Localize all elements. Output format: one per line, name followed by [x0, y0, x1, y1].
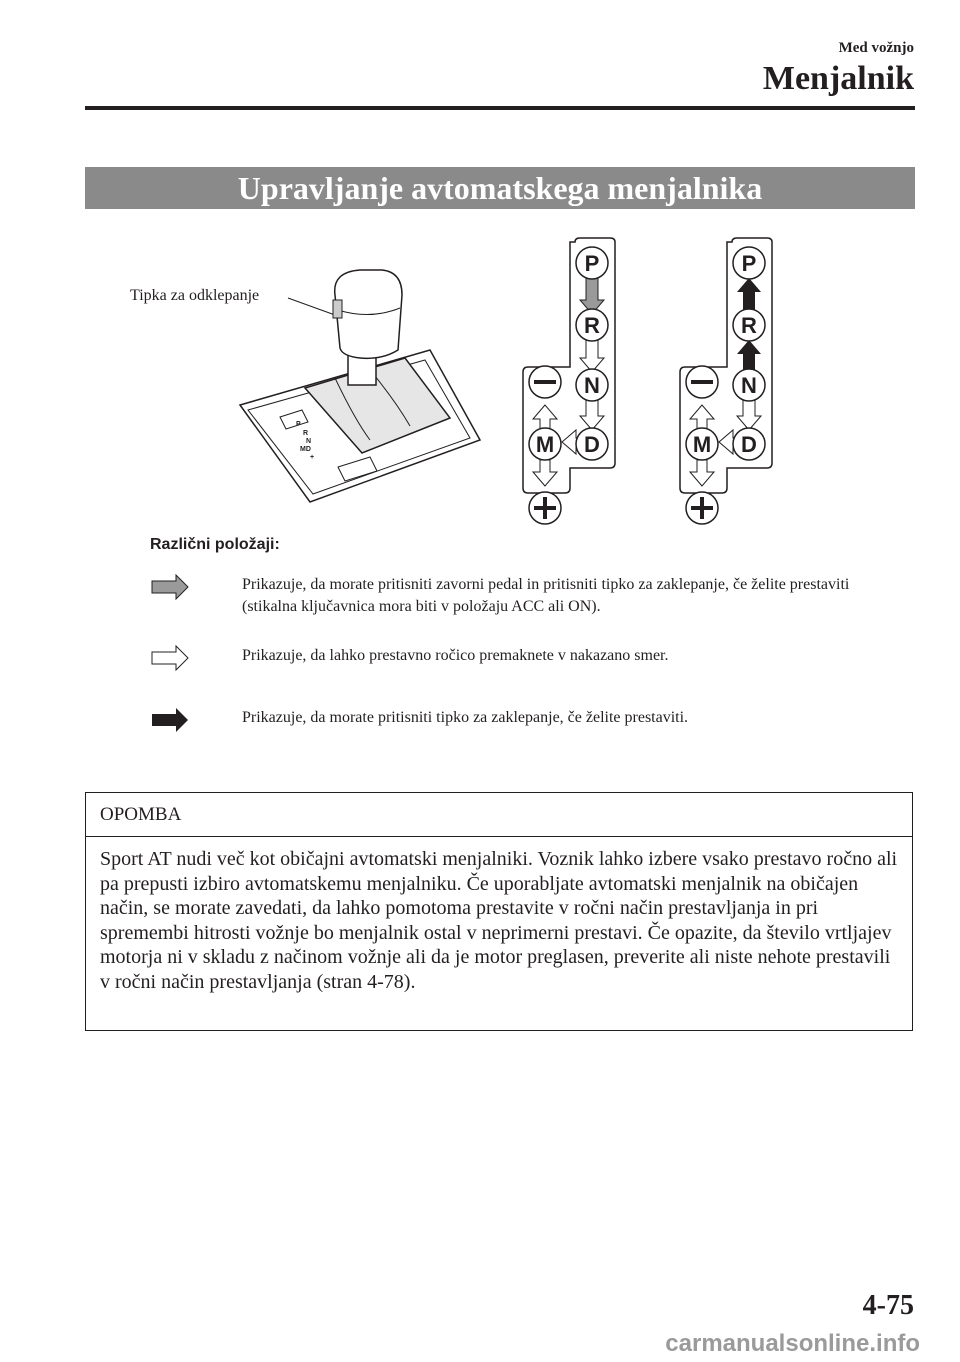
legend-text-white: Prikazuje, da lahko prestavno ročico premaknete v nakazano smer. — [242, 647, 669, 664]
shift-gate-figure — [120, 230, 800, 530]
white-arrow-icon — [150, 645, 190, 671]
svg-text:N: N — [306, 438, 312, 445]
gate1-p-label: P — [584, 251, 600, 276]
gate2-m-label: M — [692, 432, 712, 457]
legend-text-black: Prikazuje, da morate pritisniti tipko za zaklepanje, če želite prestaviti. — [242, 709, 689, 726]
gate2-d-label: D — [741, 432, 757, 457]
svg-text:MD: MD — [300, 446, 311, 453]
svg-text:P: P — [296, 421, 301, 428]
svg-text:R: R — [303, 430, 309, 437]
legend-item-gray — [150, 574, 870, 624]
watermark: carmanualsonline.info — [665, 1330, 920, 1357]
chapter-title: Menjalnik — [762, 60, 914, 97]
page-number: 4-75 — [862, 1290, 914, 1321]
note-body: Sport AT nudi več kot običajni avtomatski menjalniki. Voznik lahko izbere vsako prestavo ročno ali pa prepusti izbiro avtomatskemu menjalniku. Če uporabljate avtomatski menjalnik na običajen način, se morate zavedati, da lahko pomotoma prestavite v ročni način prestavljanja in pri spremembi hitrosti vožnje bo menjalnik ostal v neprimerni prestavi. Če opazite, da število vrtljajev motorja ni v skladu z načinom vožnje ali da je motor preglasen, preverite ali niste nehote prestavili v ročni način prestavljanja (stran 4-78). — [100, 848, 898, 993]
note-heading: OPOMBA — [86, 793, 912, 837]
gear-lever-illustration — [240, 270, 480, 502]
section-label: Med vožnjo — [838, 40, 914, 56]
gray-arrow-icon — [150, 574, 190, 600]
gate2-r-label: R — [741, 313, 757, 338]
black-arrow-icon — [150, 707, 190, 733]
svg-text:+: + — [310, 454, 315, 461]
gate2-n-label: N — [741, 373, 757, 398]
gate1-n-label: N — [584, 373, 600, 398]
release-button-label: Tipka za odklepanje — [130, 287, 260, 304]
gate1-m-label: M — [535, 432, 555, 457]
gate1-r-label: R — [584, 313, 600, 338]
legend-title: Različni položaji: — [150, 536, 280, 553]
gate1-d-label: D — [584, 432, 600, 457]
gate2-p-label: P — [741, 251, 757, 276]
header-rule — [85, 106, 915, 110]
note-box — [85, 792, 913, 1031]
shift-gate-diagram-2 — [680, 238, 772, 524]
shift-gate-diagram-1 — [523, 238, 615, 524]
legend-item-black — [150, 707, 870, 757]
legend-item-white — [150, 645, 870, 695]
section-banner: Upravljanje avtomatskega menjalnika — [85, 167, 915, 209]
legend-text-gray: Prikazuje, da morate pritisniti zavorni pedal in pritisniti tipko za zaklepanje, če želite prestaviti (stikalna ključavnica mora biti v položaju ACC ali ON). — [242, 576, 850, 615]
